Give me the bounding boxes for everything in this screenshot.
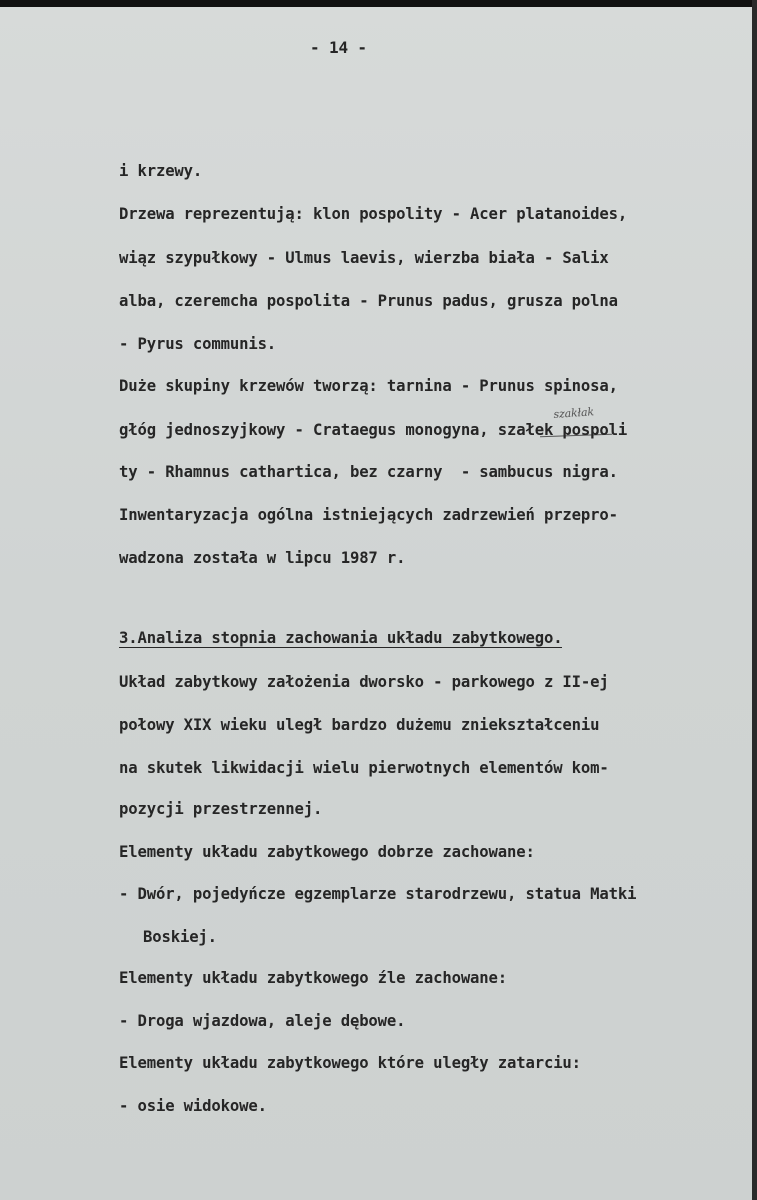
text-line: i krzewy. (119, 162, 203, 180)
text-line: - Pyrus communis. (119, 335, 277, 353)
section-heading: 3.Analiza stopnia zachowania układu zabytkowego. (119, 629, 563, 647)
text-line: wiąz szypułkowy - Ulmus laevis, wierzba biała - Salix (119, 249, 609, 267)
text-line: ty - Rhamnus cathartica, bez czarny - sambucus nigra. (119, 463, 618, 481)
page-number: - 14 - (310, 38, 367, 57)
text-line: Drzewa reprezentują: klon pospolity - Acer platanoides, (119, 205, 628, 223)
scan-edge-top (0, 0, 757, 7)
text-line: Elementy układu zabytkowego dobrze zachowane: (119, 843, 535, 861)
list-item: - osie widokowe. (119, 1097, 267, 1115)
text-line: wadzona została w lipcu 1987 r. (119, 549, 406, 567)
text-line: alba, czeremcha pospolita - Prunus padus, grusza polna (119, 292, 618, 310)
text-line: Elementy układu zabytkowego które uległy zatarciu: (119, 1054, 581, 1072)
text-line: Boskiej. (143, 928, 217, 946)
list-item: - Droga wjazdowa, aleje dębowe. (119, 1012, 406, 1030)
scan-edge-right (752, 0, 757, 1200)
text-line: pozycji przestrzennej. (119, 800, 323, 818)
text-line: Inwentaryzacja ogólna istniejących zadrzewień przepro- (119, 506, 618, 524)
handwritten-correction: szakłak (553, 405, 595, 421)
text-line: Układ zabytkowy założenia dworsko - parkowego z II-ej (119, 673, 609, 691)
text-line: Duże skupiny krzewów tworzą: tarnina - Prunus spinosa, (119, 377, 618, 395)
text-line: Elementy układu zabytkowego źle zachowane: (119, 969, 508, 987)
text-line: głóg jednoszyjkowy - Crataegus monogyna, szałek pospoli (119, 421, 628, 439)
text-line: na skutek likwidacji wielu pierwotnych elementów kom- (119, 759, 609, 777)
text-line: połowy XIX wieku uległ bardzo dużemu zniekształceniu (119, 716, 600, 734)
list-item: - Dwór, pojedyńcze egzemplarze starodrzewu, statua Matki (119, 885, 637, 903)
